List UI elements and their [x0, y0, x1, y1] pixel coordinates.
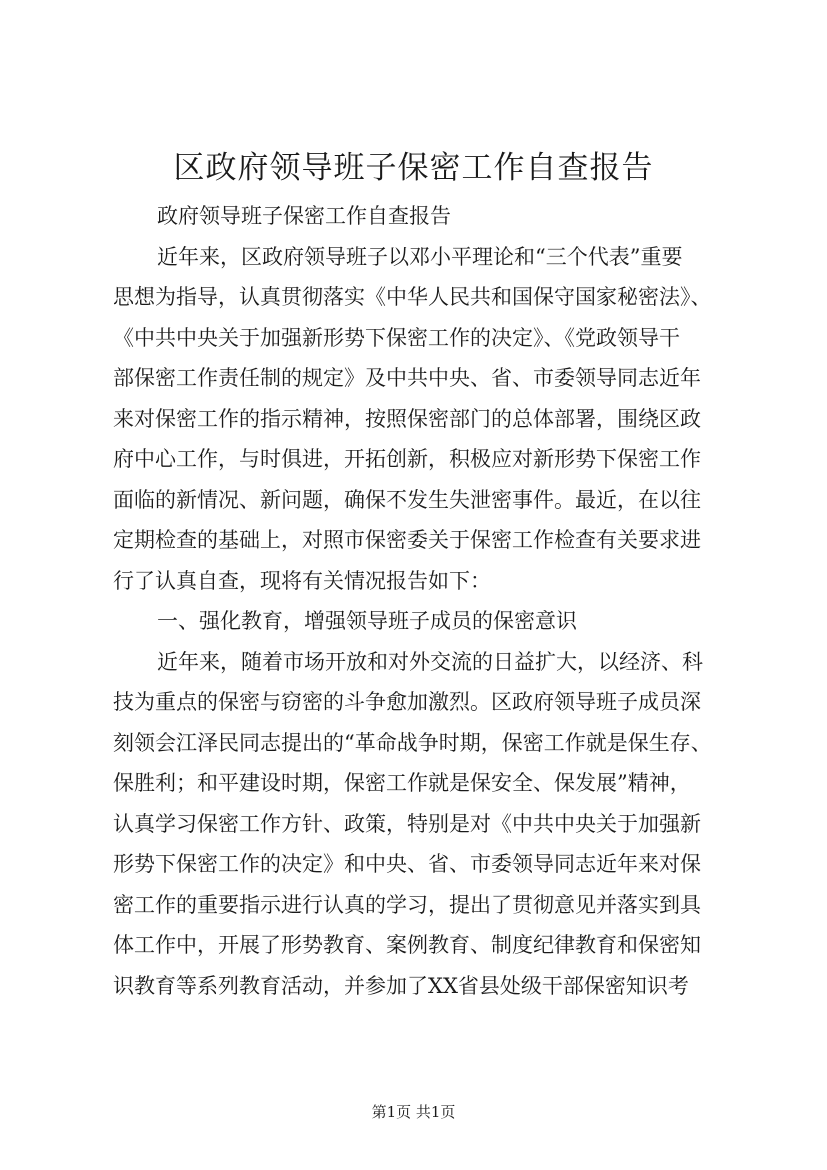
paragraph-line: 体工作中，开展了形势教育、案例教育、制度纪律教育和保密知	[113, 933, 701, 957]
page-footer: 第1页 共1页	[371, 1103, 456, 1121]
paragraph-line: 技为重点的保密与窃密的斗争愈加激烈。区政府领导班子成员深	[113, 690, 701, 714]
paragraph-line: 识教育等系列教育活动，并参加了XX省县处级干部保密知识考	[113, 973, 689, 998]
paragraph-line: 近年来，区政府领导班子以邓小平理论和“三个代表”重要	[157, 244, 683, 269]
paragraph-line: 形势下保密工作的决定》和中央、省、市委领导同志近年来对保	[113, 852, 701, 876]
paragraph-line: 保胜利；和平建设时期，保密工作就是保安全、保发展”精神，	[113, 771, 691, 795]
document-title: 区政府领导班子保密工作自查报告	[173, 150, 654, 186]
document-body	[113, 196, 727, 1006]
paragraph-line: 思想为指导，认真贯彻落实《中华人民共和国保守国家秘密法》、	[113, 285, 712, 309]
paragraph-line: 《中共中央关于加强新形势下保密工作的决定》、《党政领导干	[113, 325, 680, 350]
paragraph-line: 来对保密工作的指示精神，按照保密部门的总体部署，围绕区政	[113, 406, 701, 431]
paragraph-line: 行了认真自查，现将有关情况报告如下：	[113, 568, 491, 593]
paragraph-line: 部保密工作责任制的规定》及中共中央、省、市委领导同志近年	[113, 366, 701, 390]
paragraph-line: 刻领会江泽民同志提出的“革命战争时期，保密工作就是保生存、	[113, 730, 712, 755]
paragraph-line: 认真学习保密工作方针、政策，特别是对《中共中央关于加强新	[113, 811, 701, 836]
paragraph-line: 定期检查的基础上，对照市保密委关于保密工作检查有关要求进	[113, 528, 701, 552]
paragraph-line: 府中心工作，与时俱进，开拓创新，积极应对新形势下保密工作	[113, 447, 701, 471]
paragraph-line: 密工作的重要指示进行认真的学习，提出了贯彻意见并落实到具	[113, 892, 701, 917]
paragraph-line: 面临的新情况、新问题，确保不发生失泄密事件。最近，在以往	[113, 487, 701, 512]
section-heading: 一、强化教育，增强领导班子成员的保密意识	[157, 609, 577, 633]
paragraph-line: 近年来，随着市场开放和对外交流的日益扩大，以经济、科	[157, 649, 703, 674]
subtitle-line: 政府领导班子保密工作自查报告	[157, 204, 451, 228]
